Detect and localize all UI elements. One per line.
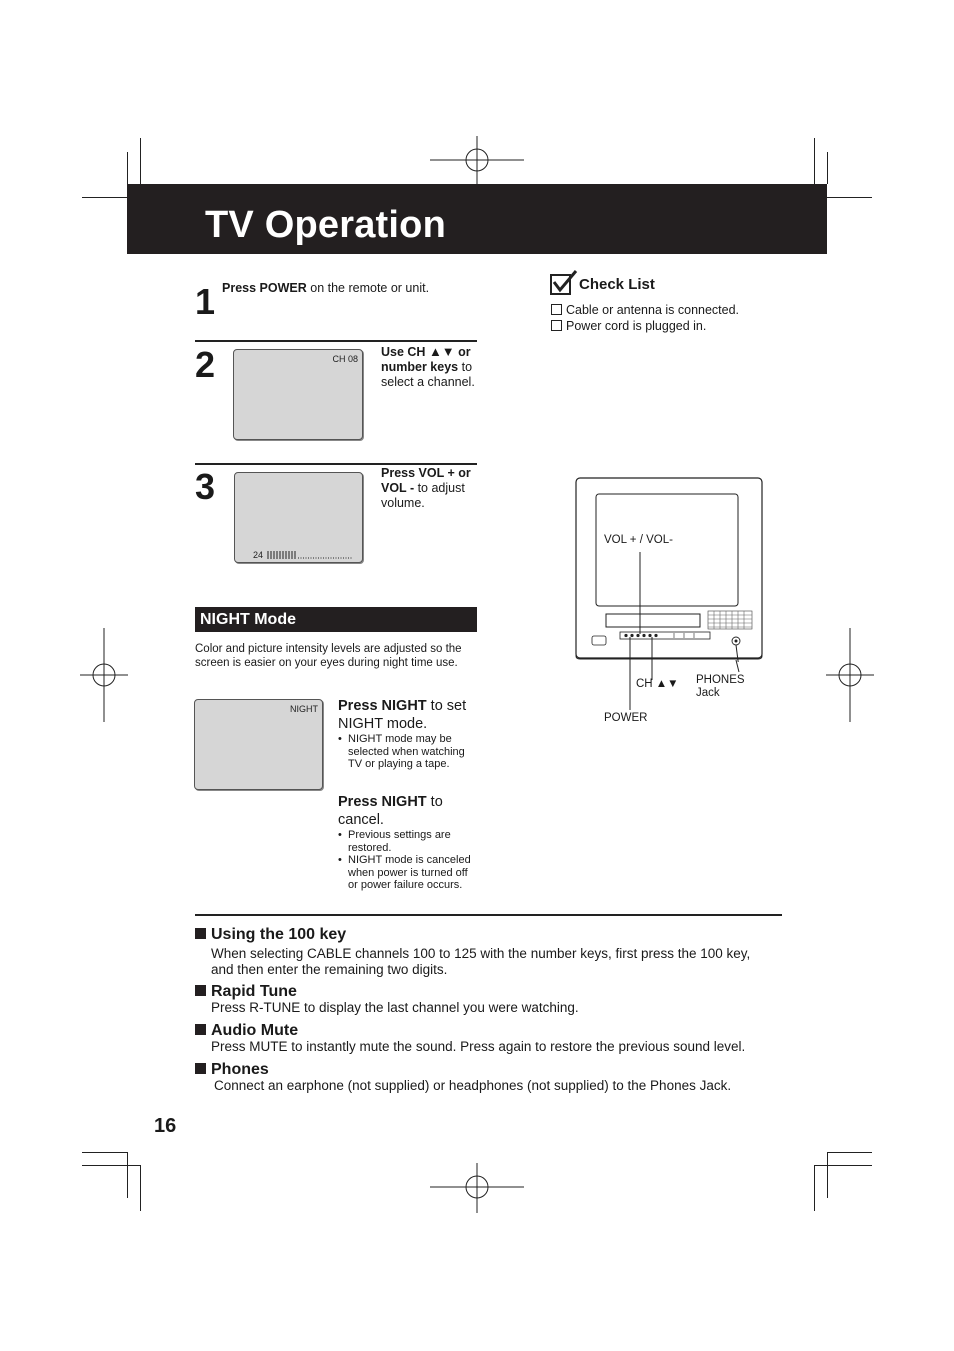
- step-2-number: 2: [195, 344, 216, 385]
- page-number: 16: [154, 1115, 177, 1137]
- power-label: POWER: [604, 712, 648, 724]
- square-bullet-icon: [195, 1024, 206, 1035]
- registration-mark-bottom: [430, 1163, 524, 1213]
- section-body-audio-mute: Press MUTE to instantly mute the sound. Press again to restore the previous sound level.: [211, 1039, 746, 1054]
- step-3-number: 3: [195, 466, 216, 507]
- note-item: • Previous settings are restored.: [338, 829, 478, 854]
- night-cancel-block: [338, 793, 478, 892]
- checkbox-icon: [551, 304, 562, 315]
- section-body-phones: Connect an earphone (not supplied) or headphones (not supplied) to the Phones Jack.: [214, 1078, 732, 1093]
- registration-mark-top: [430, 136, 524, 186]
- volume-screen: [234, 472, 363, 563]
- registration-mark-right: [826, 628, 874, 722]
- page-title: TV Operation: [205, 204, 446, 246]
- night-cancel-notes: [338, 829, 478, 892]
- volume-bar-icon: [267, 550, 357, 560]
- step-2-rule: [195, 340, 477, 342]
- square-bullet-icon: [195, 1063, 206, 1074]
- note-item: • NIGHT mode may be selected when watching TV or playing a tape.: [338, 733, 478, 771]
- step-1-number: 1: [195, 281, 216, 322]
- section-body-rapid-tune: Press R-TUNE to display the last channel you were watching.: [211, 1000, 579, 1015]
- ch-label: CH ▲▼: [636, 678, 679, 690]
- check-list-title: Check List: [579, 276, 655, 293]
- square-bullet-icon: [195, 928, 206, 939]
- square-bullet-icon: [195, 985, 206, 996]
- night-set-block: [338, 697, 478, 771]
- check-list-icon: [549, 269, 579, 297]
- section-body-100-key: When selecting CABLE channels 100 to 125 with the number keys, first press the 100 key, and then enter the remaining two digits.: [211, 946, 751, 977]
- night-mode-description: Color and picture intensity levels are adjusted so the screen is easier on your eyes during night time use.: [195, 643, 462, 669]
- tv-diagram: [574, 476, 764, 662]
- night-mode-header: NIGHT Mode: [195, 607, 477, 632]
- channel-display: CH 08: [332, 354, 358, 364]
- section-divider: [195, 914, 782, 916]
- step-3-instruction: Press VOL + or VOL - to adjust volume.: [381, 466, 471, 510]
- channel-screen: [233, 349, 363, 440]
- step-2-instruction: Use CH ▲▼ or number keys to select a channel.: [381, 344, 475, 389]
- phones-label: PHONES: [696, 674, 745, 686]
- check-list-item: Cable or antenna is connected.: [551, 303, 739, 318]
- section-title-audio-mute: Audio Mute: [195, 1021, 298, 1041]
- night-set-notes: [338, 733, 478, 771]
- volume-level: 24: [253, 550, 264, 560]
- registration-mark-left: [80, 628, 128, 722]
- night-screen: [194, 699, 323, 790]
- night-indicator: NIGHT: [290, 704, 318, 714]
- section-title-phones: Phones: [195, 1060, 269, 1080]
- step-3-rule: [195, 463, 477, 465]
- night-cancel-instruction: Press NIGHT to cancel.: [338, 794, 443, 828]
- check-list-item: Power cord is plugged in.: [551, 319, 706, 334]
- step-1-instruction: Press POWER on the remote or unit.: [222, 281, 430, 295]
- section-title-rapid-tune: Rapid Tune: [195, 982, 297, 1002]
- checkbox-icon: [551, 320, 562, 331]
- night-set-instruction: Press NIGHT to set NIGHT mode.: [338, 698, 467, 732]
- jack-label: Jack: [696, 687, 720, 699]
- section-title-100-key: Using the 100 key: [195, 925, 346, 945]
- ch-arrows-icon: ▲▼: [428, 344, 455, 359]
- vol-label: VOL + / VOL-: [604, 534, 673, 546]
- note-item: • NIGHT mode is canceled when power is turned off or power failure occurs.: [338, 854, 478, 892]
